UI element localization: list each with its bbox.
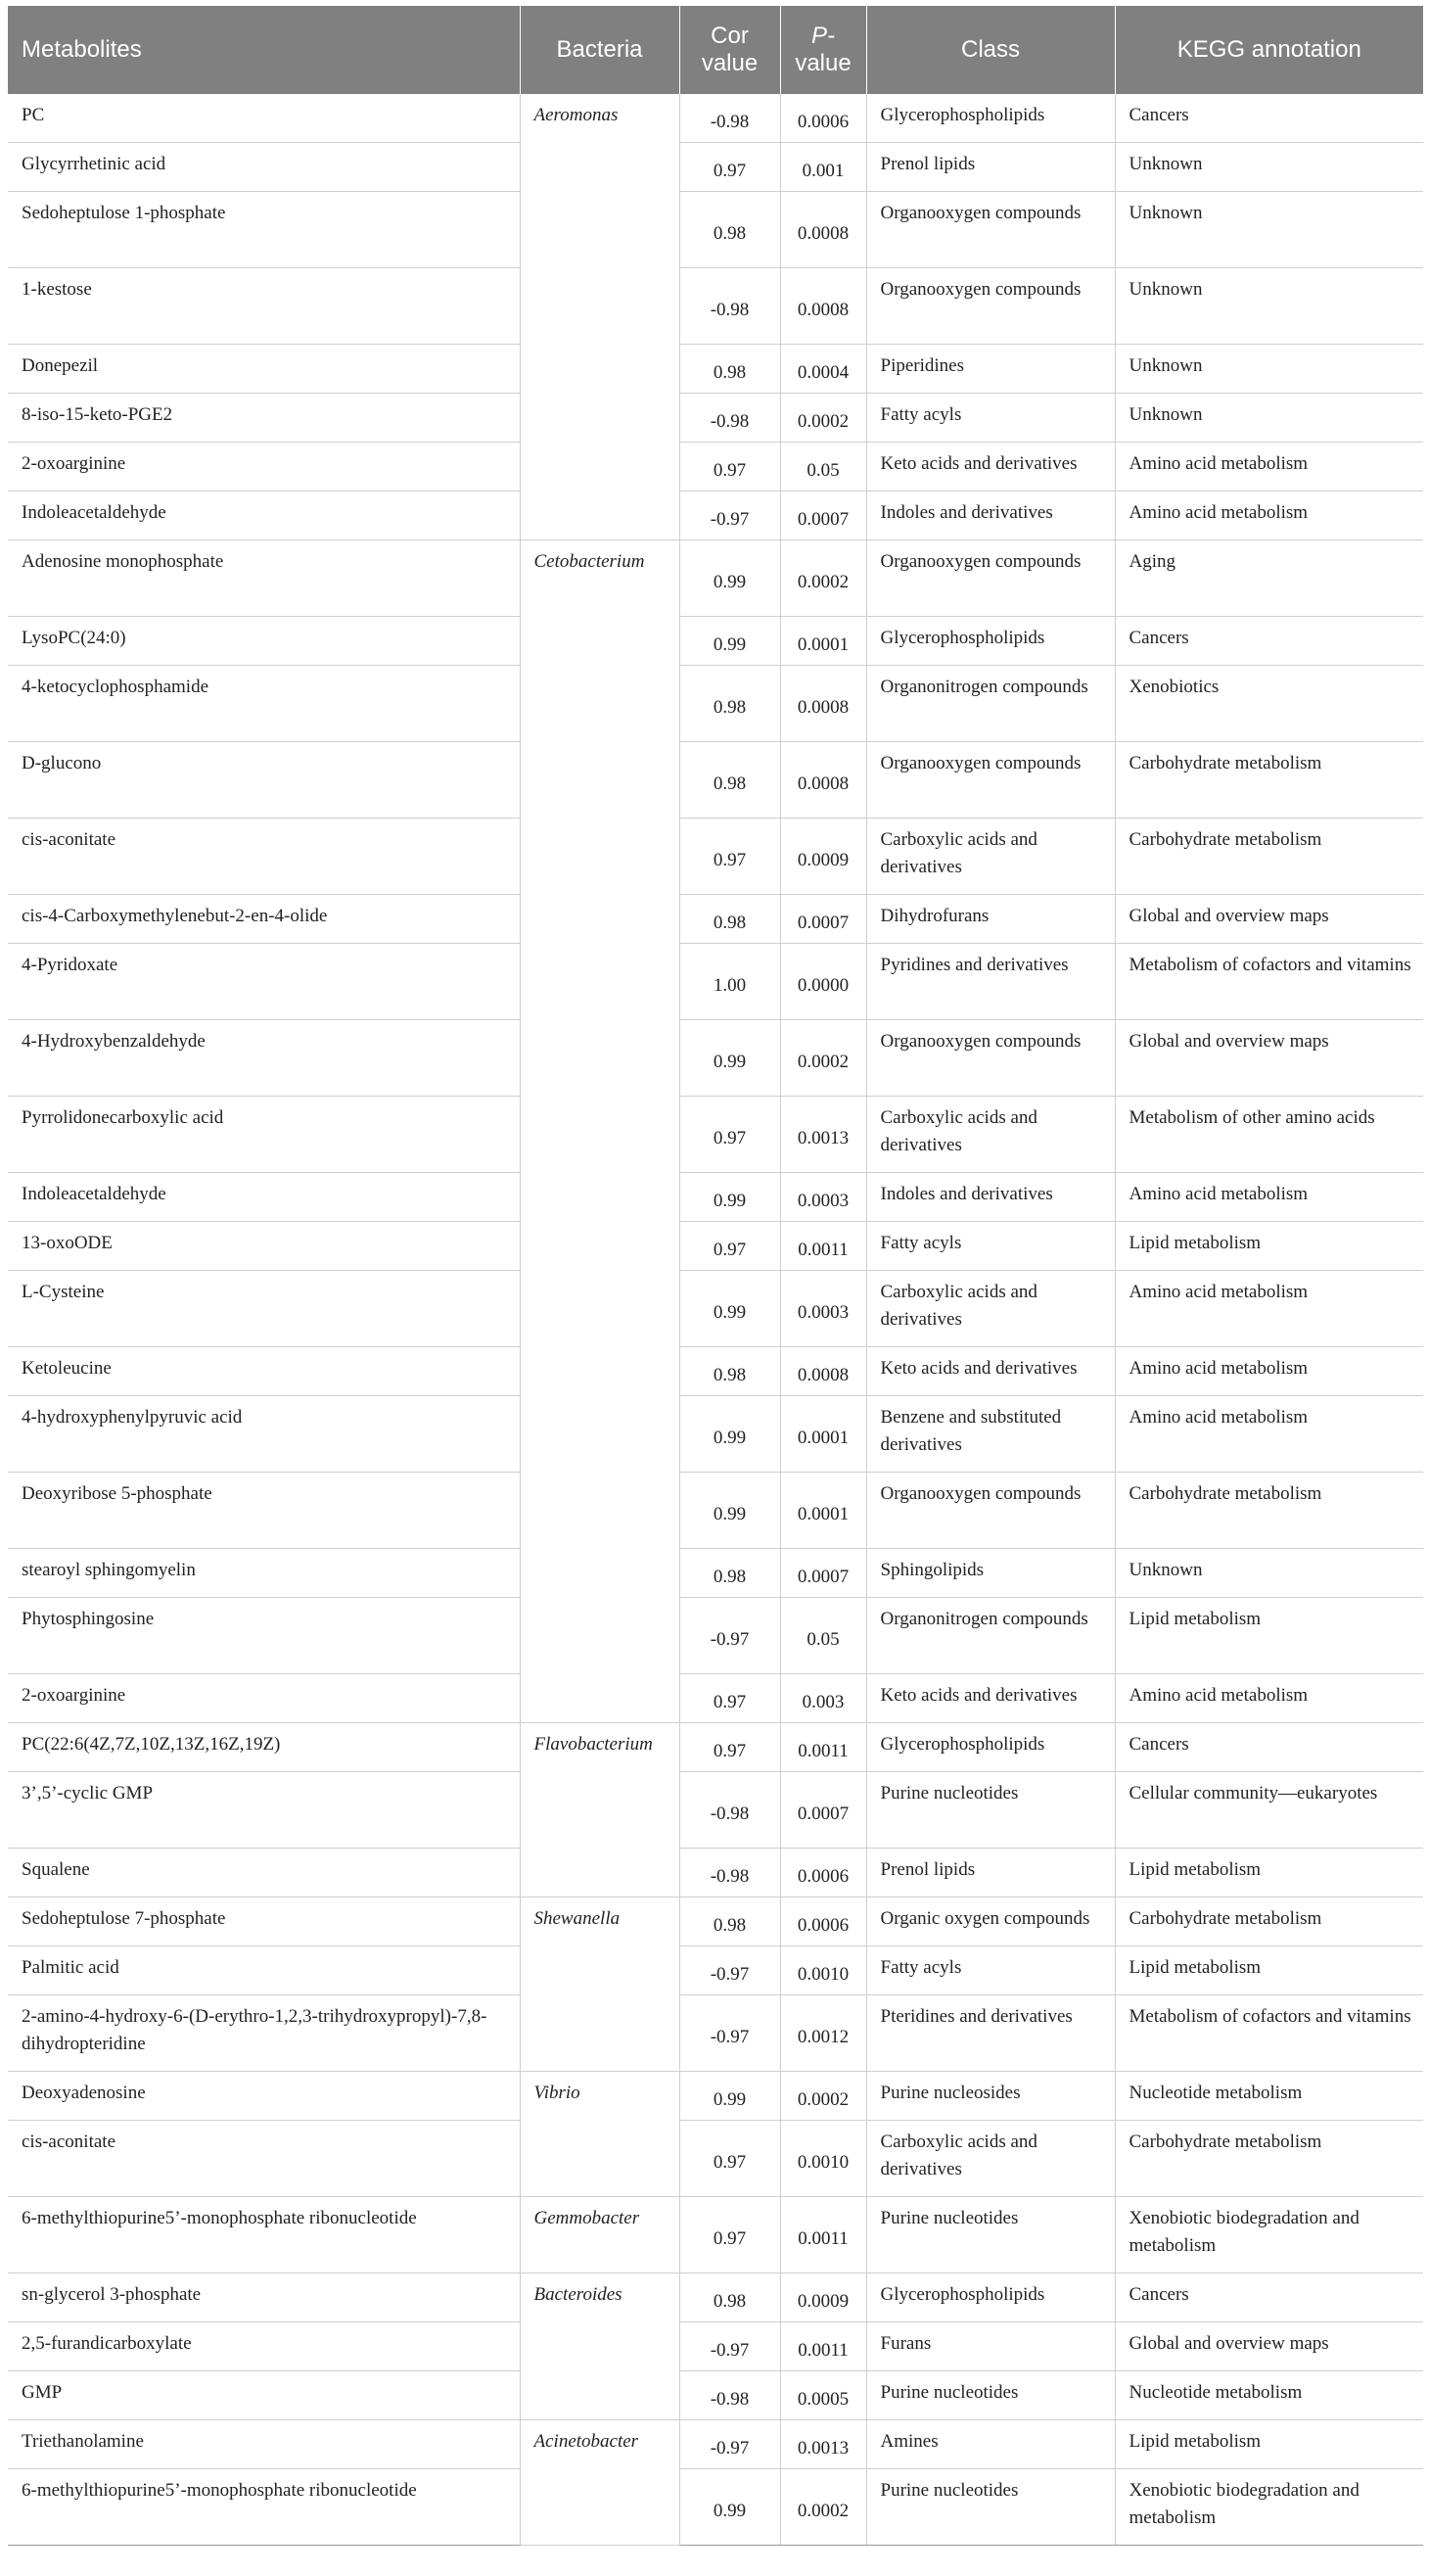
bacteria-cell — [520, 1347, 679, 1396]
metabolite-cell: Donepezil — [8, 345, 520, 394]
cor-value-cell: -0.98 — [679, 94, 780, 143]
cor-value-cell: -0.97 — [679, 2420, 780, 2469]
bacteria-cell — [520, 1020, 679, 1097]
metabolite-cell: L-Cysteine — [8, 1271, 520, 1347]
kegg-annotation-cell: Cancers — [1115, 94, 1423, 143]
class-cell: Keto acids and derivatives — [866, 1347, 1115, 1396]
cor-value-cell: 0.98 — [679, 1549, 780, 1598]
kegg-annotation-cell: Carbohydrate metabolism — [1115, 742, 1423, 819]
p-value-cell: 0.0007 — [780, 895, 866, 944]
header-bacteria: Bacteria — [520, 6, 679, 94]
bacteria-cell: Bacteroides — [520, 2273, 679, 2322]
kegg-annotation-cell: Unknown — [1115, 345, 1423, 394]
kegg-annotation-cell: Amino acid metabolism — [1115, 1674, 1423, 1723]
table-row — [8, 1598, 1423, 1674]
class-cell: Organooxygen compounds — [866, 268, 1115, 345]
table-row — [8, 492, 1423, 540]
metabolite-cell: Sedoheptulose 7-phosphate — [8, 1897, 520, 1946]
table-row — [8, 1173, 1423, 1222]
bacteria-cell — [520, 742, 679, 819]
p-value-cell: 0.0002 — [780, 394, 866, 443]
cor-value-cell: -0.97 — [679, 1598, 780, 1674]
bacteria-cell — [520, 1549, 679, 1598]
metabolite-cell: 13-oxoODE — [8, 1222, 520, 1271]
bacteria-cell — [520, 345, 679, 394]
cor-value-cell: 0.98 — [679, 666, 780, 742]
bacteria-cell — [520, 2469, 679, 2546]
bacteria-cell — [520, 192, 679, 268]
cor-value-cell: 0.97 — [679, 143, 780, 192]
metabolite-cell: LysoPC(24:0) — [8, 617, 520, 666]
p-value-cell: 0.0008 — [780, 666, 866, 742]
kegg-annotation-cell: Nucleotide metabolism — [1115, 2072, 1423, 2121]
class-cell: Purine nucleotides — [866, 2469, 1115, 2546]
cor-value-cell: -0.98 — [679, 1772, 780, 1849]
kegg-annotation-cell: Amino acid metabolism — [1115, 1271, 1423, 1347]
p-value-cell: 0.0010 — [780, 1946, 866, 1995]
table-row — [8, 192, 1423, 268]
kegg-annotation-cell: Nucleotide metabolism — [1115, 2371, 1423, 2420]
kegg-annotation-cell: Unknown — [1115, 394, 1423, 443]
kegg-annotation-cell: Global and overview maps — [1115, 1020, 1423, 1097]
class-cell: Glycerophospholipids — [866, 1723, 1115, 1772]
kegg-annotation-cell: Lipid metabolism — [1115, 1222, 1423, 1271]
bacteria-cell — [520, 2121, 679, 2197]
p-value-cell: 0.0003 — [780, 1173, 866, 1222]
class-cell: Purine nucleosides — [866, 2072, 1115, 2121]
p-value-cell: 0.0009 — [780, 819, 866, 895]
table-row — [8, 443, 1423, 492]
class-cell: Fatty acyls — [866, 1222, 1115, 1271]
metabolite-cell: 2-amino-4-hydroxy-6-(D-erythro-1,2,3-trihydroxypropyl)-7,8-dihydropteridine — [8, 1995, 520, 2072]
bacteria-cell: Gemmobacter — [520, 2197, 679, 2273]
p-value-cell: 0.0008 — [780, 1347, 866, 1396]
p-value-cell: 0.0013 — [780, 2420, 866, 2469]
kegg-annotation-cell: Unknown — [1115, 1549, 1423, 1598]
table-row — [8, 742, 1423, 819]
metabolite-cell: cis-aconitate — [8, 819, 520, 895]
cor-value-cell: 0.97 — [679, 1222, 780, 1271]
kegg-annotation-cell: Lipid metabolism — [1115, 2420, 1423, 2469]
bacteria-cell: Acinetobacter — [520, 2420, 679, 2469]
table-row — [8, 617, 1423, 666]
table-row — [8, 143, 1423, 192]
p-value-cell: 0.0001 — [780, 1396, 866, 1473]
kegg-annotation-cell: Cancers — [1115, 1723, 1423, 1772]
p-value-cell: 0.0004 — [780, 345, 866, 394]
class-cell: Purine nucleotides — [866, 2197, 1115, 2273]
metabolite-cell: GMP — [8, 2371, 520, 2420]
table-row — [8, 819, 1423, 895]
kegg-annotation-cell: Xenobiotics — [1115, 666, 1423, 742]
p-value-cell: 0.0002 — [780, 2072, 866, 2121]
bacteria-cell — [520, 1995, 679, 2072]
bacteria-cell — [520, 492, 679, 540]
class-cell: Carboxylic acids and derivatives — [866, 819, 1115, 895]
metabolite-cell: D-glucono — [8, 742, 520, 819]
p-value-cell: 0.0011 — [780, 2322, 866, 2371]
metabolite-cell: stearoyl sphingomyelin — [8, 1549, 520, 1598]
metabolite-cell: Sedoheptulose 1-phosphate — [8, 192, 520, 268]
table-row — [8, 2072, 1423, 2121]
table-row — [8, 1897, 1423, 1946]
bacteria-cell — [520, 819, 679, 895]
header-cor-value: Cor value — [679, 6, 780, 94]
metabolite-cell: 3’,5’-cyclic GMP — [8, 1772, 520, 1849]
cor-value-cell: 0.99 — [679, 540, 780, 617]
cor-value-cell: 0.99 — [679, 1173, 780, 1222]
table-row — [8, 2420, 1423, 2469]
cor-value-cell: 0.97 — [679, 819, 780, 895]
kegg-annotation-cell: Metabolism of cofactors and vitamins — [1115, 944, 1423, 1020]
metabolite-cell: 6-methylthiopurine5’-monophosphate ribonucleotide — [8, 2469, 520, 2546]
bacteria-cell: Shewanella — [520, 1897, 679, 1946]
class-cell: Pyridines and derivatives — [866, 944, 1115, 1020]
header-kegg-annotation: KEGG annotation — [1115, 6, 1423, 94]
metabolite-cell: 4-Hydroxybenzaldehyde — [8, 1020, 520, 1097]
metabolite-cell: sn-glycerol 3-phosphate — [8, 2273, 520, 2322]
header-row — [8, 6, 1423, 94]
cor-value-cell: 0.99 — [679, 2469, 780, 2546]
table-row — [8, 895, 1423, 944]
table-row — [8, 1347, 1423, 1396]
kegg-annotation-cell: Metabolism of other amino acids — [1115, 1097, 1423, 1173]
metabolite-cell: cis-aconitate — [8, 2121, 520, 2197]
cor-value-cell: -0.98 — [679, 2371, 780, 2420]
kegg-annotation-cell: Amino acid metabolism — [1115, 1173, 1423, 1222]
metabolite-cell: Pyrrolidonecarboxylic acid — [8, 1097, 520, 1173]
class-cell: Glycerophospholipids — [866, 617, 1115, 666]
cor-value-cell: 0.97 — [679, 1097, 780, 1173]
table-row — [8, 1097, 1423, 1173]
cor-value-cell: 0.98 — [679, 1347, 780, 1396]
metabolite-cell: cis-4-Carboxymethylenebut-2-en-4-olide — [8, 895, 520, 944]
p-value-cell: 0.05 — [780, 443, 866, 492]
class-cell: Furans — [866, 2322, 1115, 2371]
cor-value-cell: 0.98 — [679, 345, 780, 394]
header-p-value: P- value — [780, 6, 866, 94]
metabolite-cell: Squalene — [8, 1849, 520, 1897]
class-cell: Piperidines — [866, 345, 1115, 394]
p-value-cell: 0.0011 — [780, 1723, 866, 1772]
bacteria-cell — [520, 1772, 679, 1849]
cor-value-cell: 0.98 — [679, 742, 780, 819]
metabolite-cell: Deoxyadenosine — [8, 2072, 520, 2121]
table-row — [8, 1723, 1423, 1772]
kegg-annotation-cell: Lipid metabolism — [1115, 1849, 1423, 1897]
cor-value-cell: 0.98 — [679, 2273, 780, 2322]
table-row — [8, 1396, 1423, 1473]
kegg-annotation-cell: Unknown — [1115, 143, 1423, 192]
metabolite-cell: 2-oxoarginine — [8, 1674, 520, 1723]
metabolite-correlation-table — [8, 6, 1423, 2546]
table-row — [8, 1772, 1423, 1849]
p-value-cell: 0.0011 — [780, 2197, 866, 2273]
kegg-annotation-cell: Global and overview maps — [1115, 895, 1423, 944]
p-value-cell: 0.0013 — [780, 1097, 866, 1173]
class-cell: Benzene and substituted derivatives — [866, 1396, 1115, 1473]
kegg-annotation-cell: Lipid metabolism — [1115, 1598, 1423, 1674]
p-value-cell: 0.0008 — [780, 742, 866, 819]
kegg-annotation-cell: Xenobiotic biodegradation and metabolism — [1115, 2469, 1423, 2546]
table-row — [8, 1549, 1423, 1598]
bacteria-cell — [520, 2322, 679, 2371]
kegg-annotation-cell: Xenobiotic biodegradation and metabolism — [1115, 2197, 1423, 2273]
p-value-cell: 0.003 — [780, 1674, 866, 1723]
kegg-annotation-cell: Cancers — [1115, 617, 1423, 666]
p-value-cell: 0.0002 — [780, 540, 866, 617]
metabolite-cell: Glycyrrhetinic acid — [8, 143, 520, 192]
metabolite-cell: Indoleacetaldehyde — [8, 1173, 520, 1222]
class-cell: Organooxygen compounds — [866, 1473, 1115, 1549]
bacteria-cell — [520, 1946, 679, 1995]
cor-value-cell: 0.97 — [679, 2121, 780, 2197]
metabolite-cell: 8-iso-15-keto-PGE2 — [8, 394, 520, 443]
table-body — [8, 94, 1423, 2546]
class-cell: Organic oxygen compounds — [866, 1897, 1115, 1946]
class-cell: Purine nucleotides — [866, 1772, 1115, 1849]
metabolite-cell: Deoxyribose 5-phosphate — [8, 1473, 520, 1549]
metabolite-cell: Indoleacetaldehyde — [8, 492, 520, 540]
table-row — [8, 2121, 1423, 2197]
class-cell: Organooxygen compounds — [866, 192, 1115, 268]
p-value-cell: 0.0006 — [780, 1897, 866, 1946]
kegg-annotation-cell: Lipid metabolism — [1115, 1946, 1423, 1995]
class-cell: Fatty acyls — [866, 1946, 1115, 1995]
cor-value-cell: 0.97 — [679, 1723, 780, 1772]
cor-value-cell: 1.00 — [679, 944, 780, 1020]
kegg-annotation-cell: Amino acid metabolism — [1115, 1396, 1423, 1473]
p-value-cell: 0.0011 — [780, 1222, 866, 1271]
metabolite-cell: Ketoleucine — [8, 1347, 520, 1396]
table-row — [8, 1222, 1423, 1271]
metabolite-cell: 1-kestose — [8, 268, 520, 345]
cor-value-cell: 0.99 — [679, 1396, 780, 1473]
class-cell: Organooxygen compounds — [866, 1020, 1115, 1097]
class-cell: Fatty acyls — [866, 394, 1115, 443]
bacteria-cell — [520, 1674, 679, 1723]
table-header — [8, 6, 1423, 94]
class-cell: Keto acids and derivatives — [866, 443, 1115, 492]
bacteria-cell — [520, 666, 679, 742]
bacteria-cell: Aeromonas — [520, 94, 679, 143]
kegg-annotation-cell: Global and overview maps — [1115, 2322, 1423, 2371]
cor-value-cell: 0.99 — [679, 1020, 780, 1097]
kegg-annotation-cell: Carbohydrate metabolism — [1115, 2121, 1423, 2197]
kegg-annotation-cell: Amino acid metabolism — [1115, 1347, 1423, 1396]
table-row — [8, 1995, 1423, 2072]
p-value-cell: 0.0008 — [780, 192, 866, 268]
p-value-cell: 0.0006 — [780, 1849, 866, 1897]
table-row — [8, 540, 1423, 617]
class-cell: Dihydrofurans — [866, 895, 1115, 944]
bacteria-cell — [520, 895, 679, 944]
cor-value-cell: 0.97 — [679, 1674, 780, 1723]
cor-value-cell: -0.98 — [679, 394, 780, 443]
cor-value-cell: -0.98 — [679, 1849, 780, 1897]
class-cell: Organooxygen compounds — [866, 540, 1115, 617]
class-cell: Organonitrogen compounds — [866, 666, 1115, 742]
class-cell: Carboxylic acids and derivatives — [866, 1097, 1115, 1173]
class-cell: Organonitrogen compounds — [866, 1598, 1115, 1674]
bacteria-cell — [520, 1473, 679, 1549]
table-row — [8, 2197, 1423, 2273]
p-value-cell: 0.0009 — [780, 2273, 866, 2322]
bacteria-cell — [520, 268, 679, 345]
p-value-cell: 0.0002 — [780, 1020, 866, 1097]
bacteria-cell — [520, 1097, 679, 1173]
metabolite-cell: PC — [8, 94, 520, 143]
cor-value-cell: -0.97 — [679, 1995, 780, 2072]
table-row — [8, 1020, 1423, 1097]
bacteria-cell — [520, 443, 679, 492]
metabolite-cell: 4-hydroxyphenylpyruvic acid — [8, 1396, 520, 1473]
class-cell: Prenol lipids — [866, 143, 1115, 192]
bacteria-cell — [520, 1271, 679, 1347]
bacteria-cell — [520, 1396, 679, 1473]
kegg-annotation-cell: Cancers — [1115, 2273, 1423, 2322]
table-row — [8, 345, 1423, 394]
p-value-cell: 0.0006 — [780, 94, 866, 143]
cor-value-cell: 0.99 — [679, 1473, 780, 1549]
class-cell: Carboxylic acids and derivatives — [866, 2121, 1115, 2197]
class-cell: Carboxylic acids and derivatives — [866, 1271, 1115, 1347]
class-cell: Glycerophospholipids — [866, 2273, 1115, 2322]
class-cell: Glycerophospholipids — [866, 94, 1115, 143]
metabolite-cell: PC(22:6(4Z,7Z,10Z,13Z,16Z,19Z) — [8, 1723, 520, 1772]
p-value-cell: 0.0012 — [780, 1995, 866, 2072]
table-row — [8, 1946, 1423, 1995]
p-value-cell: 0.0007 — [780, 1772, 866, 1849]
class-cell: Indoles and derivatives — [866, 492, 1115, 540]
table-row — [8, 1473, 1423, 1549]
bacteria-cell — [520, 1222, 679, 1271]
cor-value-cell: -0.97 — [679, 1946, 780, 1995]
kegg-annotation-cell: Unknown — [1115, 268, 1423, 345]
table-row — [8, 2273, 1423, 2322]
kegg-annotation-cell: Aging — [1115, 540, 1423, 617]
cor-value-cell: 0.98 — [679, 192, 780, 268]
table-row — [8, 394, 1423, 443]
table-row — [8, 268, 1423, 345]
class-cell: Purine nucleotides — [866, 2371, 1115, 2420]
bacteria-cell — [520, 1173, 679, 1222]
bacteria-cell — [520, 944, 679, 1020]
cor-value-cell: -0.98 — [679, 268, 780, 345]
kegg-annotation-cell: Carbohydrate metabolism — [1115, 1473, 1423, 1549]
kegg-annotation-cell: Unknown — [1115, 192, 1423, 268]
metabolite-cell: Triethanolamine — [8, 2420, 520, 2469]
table-row — [8, 1674, 1423, 1723]
cor-value-cell: -0.97 — [679, 492, 780, 540]
bacteria-cell — [520, 617, 679, 666]
bacteria-cell — [520, 394, 679, 443]
p-value-cell: 0.001 — [780, 143, 866, 192]
metabolite-cell: Palmitic acid — [8, 1946, 520, 1995]
class-cell: Sphingolipids — [866, 1549, 1115, 1598]
table-row — [8, 666, 1423, 742]
class-cell: Amines — [866, 2420, 1115, 2469]
kegg-annotation-cell: Amino acid metabolism — [1115, 492, 1423, 540]
table-row — [8, 1849, 1423, 1897]
p-value-cell: 0.05 — [780, 1598, 866, 1674]
cor-value-cell: 0.99 — [679, 1271, 780, 1347]
cor-value-cell: -0.97 — [679, 2322, 780, 2371]
bacteria-cell: Vibrio — [520, 2072, 679, 2121]
metabolite-cell: 4-ketocyclophosphamide — [8, 666, 520, 742]
kegg-annotation-cell: Carbohydrate metabolism — [1115, 819, 1423, 895]
p-value-cell: 0.0005 — [780, 2371, 866, 2420]
bacteria-cell — [520, 1849, 679, 1897]
metabolite-cell: Adenosine monophosphate — [8, 540, 520, 617]
p-value-cell: 0.0001 — [780, 617, 866, 666]
header-metabolites: Metabolites — [8, 6, 520, 94]
table-row — [8, 2371, 1423, 2420]
p-value-cell: 0.0008 — [780, 268, 866, 345]
bacteria-cell — [520, 143, 679, 192]
metabolite-cell: 6-methylthiopurine5’-monophosphate ribonucleotide — [8, 2197, 520, 2273]
cor-value-cell: 0.97 — [679, 2197, 780, 2273]
table-row — [8, 2469, 1423, 2546]
p-value-cell: 0.0000 — [780, 944, 866, 1020]
p-value-cell: 0.0007 — [780, 492, 866, 540]
p-value-cell: 0.0010 — [780, 2121, 866, 2197]
metabolite-cell: Phytosphingosine — [8, 1598, 520, 1674]
header-class: Class — [866, 6, 1115, 94]
cor-value-cell: 0.99 — [679, 617, 780, 666]
bacteria-cell: Cetobacterium — [520, 540, 679, 617]
p-value-cell: 0.0001 — [780, 1473, 866, 1549]
class-cell: Indoles and derivatives — [866, 1173, 1115, 1222]
cor-value-cell: 0.98 — [679, 895, 780, 944]
class-cell: Keto acids and derivatives — [866, 1674, 1115, 1723]
table-row — [8, 944, 1423, 1020]
bacteria-cell — [520, 1598, 679, 1674]
kegg-annotation-cell: Carbohydrate metabolism — [1115, 1897, 1423, 1946]
metabolite-cell: 4-Pyridoxate — [8, 944, 520, 1020]
p-value-cell: 0.0007 — [780, 1549, 866, 1598]
class-cell: Pteridines and derivatives — [866, 1995, 1115, 2072]
kegg-annotation-cell: Cellular community—eukaryotes — [1115, 1772, 1423, 1849]
kegg-annotation-cell: Metabolism of cofactors and vitamins — [1115, 1995, 1423, 2072]
p-value-cell: 0.0002 — [780, 2469, 866, 2546]
metabolite-cell: 2,5-furandicarboxylate — [8, 2322, 520, 2371]
kegg-annotation-cell: Amino acid metabolism — [1115, 443, 1423, 492]
table-row — [8, 2322, 1423, 2371]
table-row — [8, 1271, 1423, 1347]
class-cell: Organooxygen compounds — [866, 742, 1115, 819]
cor-value-cell: 0.97 — [679, 443, 780, 492]
p-value-cell: 0.0003 — [780, 1271, 866, 1347]
bacteria-cell: Flavobacterium — [520, 1723, 679, 1772]
table-row — [8, 94, 1423, 143]
cor-value-cell: 0.99 — [679, 2072, 780, 2121]
class-cell: Prenol lipids — [866, 1849, 1115, 1897]
cor-value-cell: 0.98 — [679, 1897, 780, 1946]
metabolite-cell: 2-oxoarginine — [8, 443, 520, 492]
bacteria-cell — [520, 2371, 679, 2420]
